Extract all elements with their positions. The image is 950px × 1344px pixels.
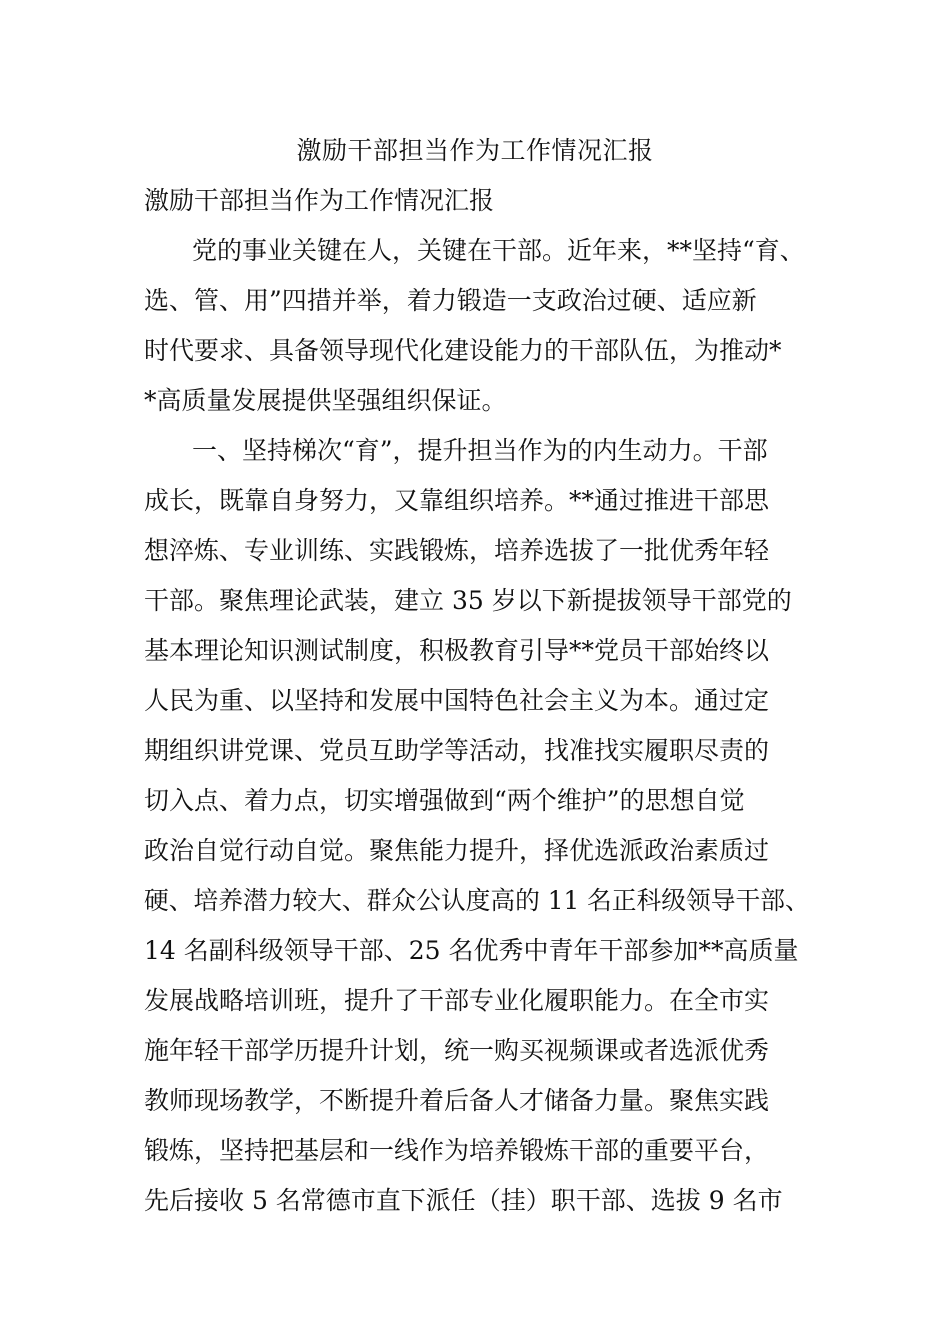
- paragraph-line: 时代要求、具备领导现代化建设能力的干部队伍，为推动*: [144, 336, 782, 365]
- document-title: 激励干部担当作为工作情况汇报: [296, 136, 654, 165]
- paragraph-line: 先后接收 5 名常德市直下派任（挂）职干部、选拔 9 名市: [144, 1186, 783, 1215]
- paragraph-line: 基本理论知识测试制度，积极教育引导**党员干部始终以: [144, 636, 770, 665]
- paragraph-line: 期组织讲党课、党员互助学等活动，找准找实履职尽责的: [144, 736, 770, 765]
- paragraph-line: 锻炼，坚持把基层和一线作为培养锻炼干部的重要平台，: [144, 1136, 770, 1165]
- paragraph-line: 政治自觉行动自觉。聚焦能力提升，择优选派政治素质过: [144, 836, 770, 865]
- paragraph-line: 党的事业关键在人，关键在干部。近年来，**坚持“育、: [192, 236, 805, 265]
- paragraph-line: 发展战略培训班，提升了干部专业化履职能力。在全市实: [144, 986, 770, 1015]
- paragraph-line: 人民为重、以坚持和发展中国特色社会主义为本。通过定: [144, 686, 770, 715]
- paragraph-line: 选、管、用”四措并举，着力锻造一支政治过硬、适应新: [144, 286, 757, 315]
- paragraph-line: 硬、培养潜力较大、群众公认度高的 11 名正科级领导干部、: [144, 886, 810, 915]
- paragraph-line: 切入点、着力点，切实增强做到“两个维护”的思想自觉: [144, 786, 745, 815]
- paragraph-line: 教师现场教学，不断提升着后备人才储备力量。聚焦实践: [144, 1086, 770, 1115]
- document-subtitle: 激励干部担当作为工作情况汇报: [144, 186, 495, 215]
- paragraph-line: 成长，既靠自身努力，又靠组织培养。**通过推进干部思: [144, 486, 770, 515]
- paragraph-line: 一、坚持梯次“育”，提升担当作为的内生动力。干部: [192, 436, 768, 465]
- paragraph-line: *高质量发展提供坚强组织保证。: [144, 386, 507, 415]
- paragraph-line: 14 名副科级领导干部、25 名优秀中青年干部参加**高质量: [144, 936, 799, 965]
- paragraph-line: 施年轻干部学历提升计划，统一购买视频课或者选派优秀: [144, 1036, 770, 1065]
- paragraph-line: 想淬炼、专业训练、实践锻炼，培养选拔了一批优秀年轻: [144, 536, 770, 565]
- paragraph-line: 干部。聚焦理论武装，建立 35 岁以下新提拔领导干部党的: [144, 586, 792, 615]
